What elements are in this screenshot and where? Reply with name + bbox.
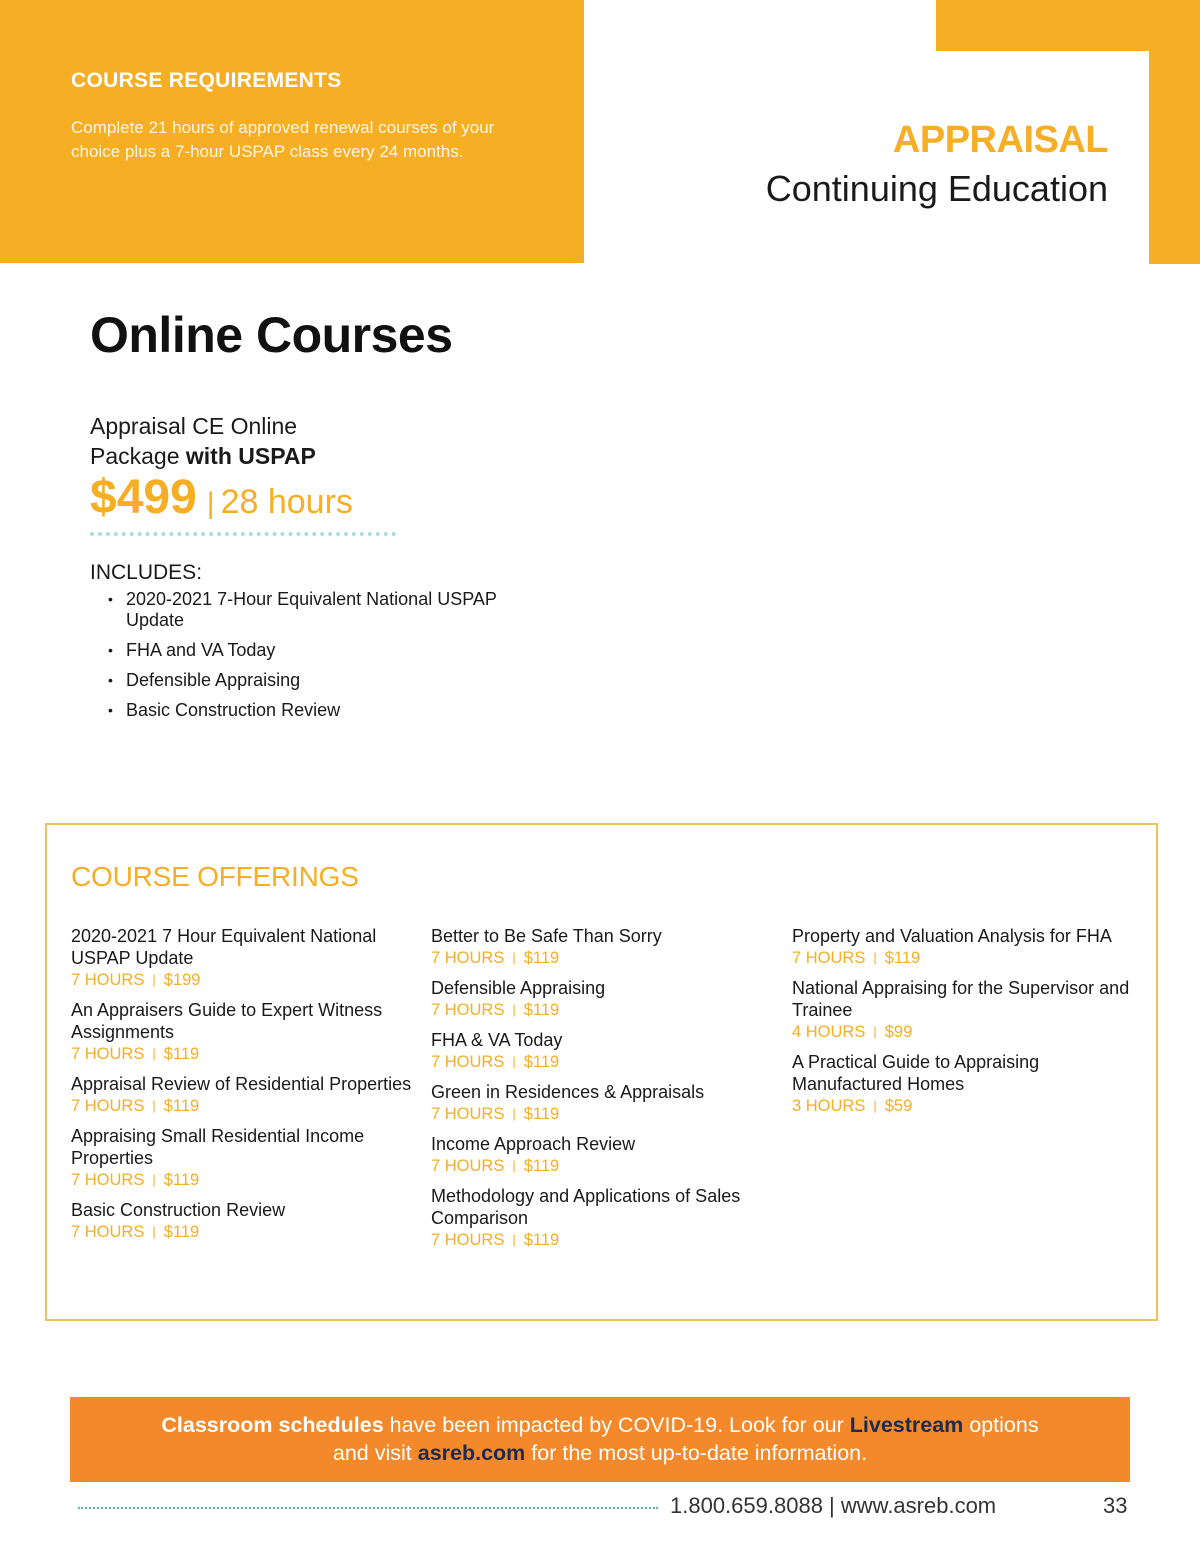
course-price: $119 [163,1223,200,1241]
course-separator: | [512,1106,516,1121]
course-hours: 7 HOURS [71,1171,145,1189]
banner-emphasis: Classroom schedules [161,1413,384,1437]
course-separator: | [512,1054,516,1069]
course-hours: 7 HOURS [431,1231,505,1249]
banner-text: for the most up-to-date information. [525,1441,868,1465]
course-name: Defensible Appraising [431,978,606,998]
course-item [431,1081,776,1125]
package-name-bold: with USPAP [185,443,316,469]
course-name: An Appraisers Guide to Expert Witness Assignments [71,1000,383,1042]
course-name: Green in Residences & Appraisals [431,1082,705,1102]
course-item [431,977,776,1021]
course-price: $119 [523,1105,560,1123]
includes-item: • Basic Construction Review [108,700,548,721]
requirements-title: COURSE REQUIREMENTS [71,69,342,92]
course-item [792,925,1132,969]
course-name: Property and Valuation Analysis for FHA [792,926,1112,946]
banner-text: options [963,1413,1039,1437]
livestream-link[interactable]: Livestream [849,1413,964,1437]
course-hours: 7 HOURS [431,1001,505,1019]
course-meta [431,999,776,1021]
course-separator: | [512,1158,516,1173]
course-price: $119 [523,1053,560,1071]
course-item [431,1029,776,1073]
course-name: Appraising Small Residential Income Properties [71,1126,365,1168]
course-separator: | [512,950,516,965]
banner-line-2 [70,1439,1130,1467]
course-meta [71,1169,416,1191]
course-meta [71,1221,416,1243]
course-meta [431,1051,776,1073]
course-hours: 4 HOURS [792,1023,866,1041]
course-item [792,977,1132,1043]
package-name-line1: Appraisal CE Online [90,413,298,439]
covid-notice-banner [70,1397,1130,1482]
requirements-text: Complete 21 hours of approved renewal courses of your choice plus a 7-hour USPAP class every 24 months. [71,118,495,161]
course-price: $119 [163,1045,200,1063]
footer-dotted-divider [78,1507,658,1509]
course-item [71,999,416,1065]
page-title: Online Courses [90,307,453,363]
course-meta [792,1021,1132,1043]
dotted-divider [90,532,396,536]
includes-list [108,589,548,730]
course-separator: | [512,1002,516,1017]
website-link[interactable]: asreb.com [417,1441,526,1465]
includes-item: • FHA and VA Today [108,640,548,661]
course-price: $119 [163,1097,200,1115]
includes-item: • Defensible Appraising [108,670,548,691]
course-hours: 7 HOURS [71,971,145,989]
course-price: $119 [884,949,921,967]
course-meta [71,1043,416,1065]
course-hours: 7 HOURS [71,1223,145,1241]
package-price: $499 [90,471,197,524]
course-separator: | [152,1046,156,1061]
course-separator: | [873,950,877,965]
package-name-plain: Package [90,443,186,469]
course-meta [71,1095,416,1117]
course-column-2 [431,925,776,1259]
course-item [71,1125,416,1191]
course-hours: 7 HOURS [792,949,866,967]
banner-text: and visit [332,1441,418,1465]
course-separator: | [152,1172,156,1187]
course-column-1 [71,925,416,1251]
course-hours: 7 HOURS [431,1157,505,1175]
course-name: A Practical Guide to Appraising Manufactured Homes [792,1052,1040,1094]
banner-line-1 [70,1411,1130,1439]
course-meta [792,947,1132,969]
price-separator: | [206,487,215,520]
course-meta [431,1229,776,1251]
course-price: $119 [523,1231,560,1249]
includes-title: INCLUDES: [90,561,203,584]
course-hours: 7 HOURS [431,1053,505,1071]
course-item [431,1133,776,1177]
course-name: Basic Construction Review [71,1200,286,1220]
course-separator: | [152,972,156,987]
footer-contact: 1.800.659.8088 | www.asreb.com [670,1493,997,1518]
course-hours: 7 HOURS [431,949,505,967]
course-meta [431,947,776,969]
course-separator: | [152,1098,156,1113]
course-price: $99 [884,1023,913,1041]
page-number: 33 [1103,1493,1128,1518]
course-separator: | [512,1232,516,1247]
package-hours: 28 hours [220,483,353,521]
course-name: Appraisal Review of Residential Properties [71,1074,412,1094]
corner-accent-side [1149,0,1200,264]
course-separator: | [873,1098,877,1113]
course-price: $119 [523,949,560,967]
course-item [71,925,416,991]
course-meta [431,1103,776,1125]
course-hours: 7 HOURS [71,1045,145,1063]
course-price: $199 [163,971,201,989]
course-meta [431,1155,776,1177]
package-name-line2 [90,443,316,470]
course-item [71,1073,416,1117]
course-separator: | [873,1024,877,1039]
course-price: $59 [884,1097,913,1115]
course-name: 2020-2021 7 Hour Equivalent National USPAP Update [71,926,377,968]
course-price: $119 [163,1171,200,1189]
course-price: $119 [523,1157,560,1175]
section-title: APPRAISAL [892,119,1108,161]
banner-text: have been impacted by COVID-19. Look for our [383,1413,850,1437]
course-column-3 [792,925,1132,1125]
course-item [431,1185,776,1251]
course-meta [792,1095,1132,1117]
course-hours: 3 HOURS [792,1097,866,1115]
course-separator: | [152,1224,156,1239]
course-price: $119 [523,1001,560,1019]
course-hours: 7 HOURS [71,1097,145,1115]
section-subtitle: Continuing Education [765,168,1108,209]
course-name: Methodology and Applications of Sales Comparison [431,1186,741,1228]
course-name: Better to Be Safe Than Sorry [431,926,662,946]
course-hours: 7 HOURS [431,1105,505,1123]
course-item [792,1051,1132,1117]
course-name: Income Approach Review [431,1134,636,1154]
package-price-row [90,470,353,530]
course-meta [71,969,416,991]
course-name: FHA & VA Today [431,1030,563,1050]
course-item [71,1199,416,1243]
course-item [431,925,776,969]
course-name: National Appraising for the Supervisor and Trainee [792,978,1130,1020]
course-offerings-title: COURSE OFFERINGS [71,861,359,892]
includes-item: • 2020-2021 7-Hour Equivalent National USPAP Update [108,589,548,631]
